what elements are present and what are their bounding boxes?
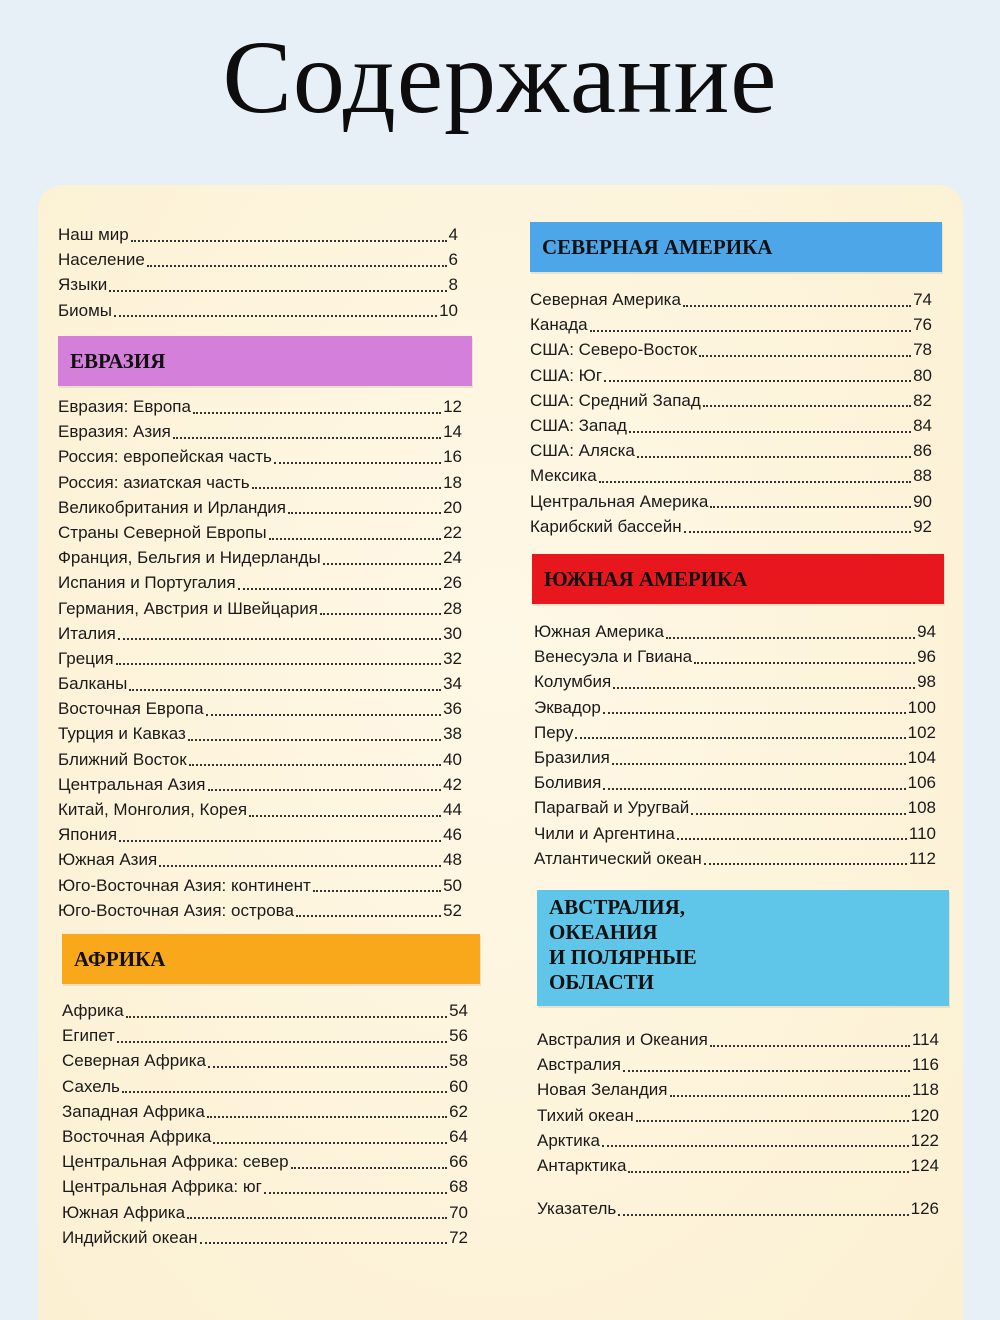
entry-title: Антарктика <box>537 1155 627 1175</box>
entry-page-number: 110 <box>908 823 936 843</box>
entry-page-number: 72 <box>449 1227 468 1247</box>
dot-leader <box>187 1217 447 1219</box>
entry-title: Евразия: Азия <box>58 422 171 442</box>
dot-leader <box>114 315 437 317</box>
entry-title: Египет <box>62 1026 115 1046</box>
entry-page-number: 60 <box>449 1076 468 1096</box>
dot-leader <box>129 689 441 691</box>
eurasia-entry[interactable] <box>58 797 462 822</box>
africa-list <box>62 998 468 1250</box>
eurasia-entry[interactable] <box>58 520 462 545</box>
dot-leader <box>274 462 441 464</box>
intro-list <box>58 222 458 323</box>
entry-title: Перу <box>534 722 574 742</box>
dot-leader <box>213 1142 447 1144</box>
dot-leader <box>603 788 905 790</box>
dot-leader <box>602 1145 909 1147</box>
entry-page-number: 92 <box>913 516 932 536</box>
entry-title: Греция <box>58 648 114 668</box>
south-america-entry[interactable] <box>534 720 936 745</box>
africa-entry[interactable] <box>62 1200 468 1225</box>
dot-leader <box>208 1066 447 1068</box>
entry-title: США: Запад <box>530 415 627 435</box>
africa-entry[interactable] <box>62 1124 468 1149</box>
dot-leader <box>666 637 915 639</box>
eurasia-entry[interactable] <box>58 721 462 746</box>
australia-entry[interactable] <box>537 1153 939 1178</box>
eurasia-entry[interactable] <box>58 898 462 923</box>
entry-title: Чили и Аргентина <box>534 823 675 843</box>
intro-entry[interactable] <box>58 222 458 247</box>
entry-title: Парагвай и Уругвай <box>534 798 690 818</box>
entry-page-number: 12 <box>443 397 462 416</box>
south-america-entry[interactable] <box>534 695 936 720</box>
south-america-entry[interactable] <box>534 795 936 820</box>
entry-page-number: 80 <box>913 365 932 385</box>
entry-title: Ближний Восток <box>58 749 187 769</box>
entry-title: США: Средний Запад <box>530 390 701 410</box>
entry-title: Бразилия <box>534 747 610 767</box>
eurasia-entry[interactable] <box>58 696 462 721</box>
dot-leader <box>699 355 911 357</box>
dot-leader <box>599 481 911 483</box>
entry-title: Северная Африка <box>62 1051 206 1071</box>
africa-entry[interactable] <box>62 1023 468 1048</box>
australia-list <box>537 1027 939 1178</box>
entry-page-number: 114 <box>911 1030 939 1049</box>
entry-page-number: 94 <box>917 622 936 641</box>
south-america-entry[interactable] <box>534 619 936 644</box>
entry-page-number: 32 <box>443 648 462 668</box>
dot-leader <box>320 613 441 615</box>
entry-title: США: Юг <box>530 365 603 385</box>
dot-leader <box>575 737 905 739</box>
entry-title: Южная Америка <box>534 622 665 641</box>
entry-page-number: 40 <box>443 749 462 769</box>
south-america-entry[interactable] <box>534 821 936 846</box>
entry-title: Восточная Африка <box>62 1126 212 1146</box>
entry-page-number: 10 <box>439 300 458 320</box>
entry-title: Великобритания и Ирландия <box>58 497 286 517</box>
entry-page-number: 76 <box>913 315 932 335</box>
south-america-entry[interactable] <box>534 770 936 795</box>
entry-title: Индийский океан <box>62 1227 198 1247</box>
eurasia-list <box>58 394 462 923</box>
dot-leader <box>252 487 442 489</box>
entry-title: США: Северо-Восток <box>530 340 698 360</box>
north-america-entry[interactable] <box>530 489 932 514</box>
intro-entry[interactable] <box>58 298 458 323</box>
entry-page-number: 36 <box>443 699 462 719</box>
dot-leader <box>116 663 441 665</box>
entry-page-number: 106 <box>907 773 936 793</box>
entry-title: Боливия <box>534 773 602 793</box>
dot-leader <box>119 840 441 842</box>
entry-title: Указатель <box>537 1199 617 1218</box>
entry-title: Западная Африка <box>62 1101 205 1121</box>
dot-leader <box>159 865 441 867</box>
entry-page-number: 62 <box>449 1101 468 1121</box>
entry-title: Новая Зеландия <box>537 1080 668 1100</box>
entry-title: Арктика <box>537 1130 600 1150</box>
entry-page-number: 116 <box>911 1055 939 1075</box>
entry-page-number: 4 <box>448 225 458 244</box>
section-heading-africa-label: АФРИКА <box>74 946 166 971</box>
eurasia-entry[interactable] <box>58 847 462 872</box>
dot-leader <box>637 456 911 458</box>
entry-page-number: 122 <box>910 1130 939 1150</box>
dot-leader <box>710 506 911 508</box>
entry-title: Сахель <box>62 1076 120 1096</box>
dot-leader <box>684 531 911 533</box>
eurasia-entry[interactable] <box>58 873 462 898</box>
entry-title: Италия <box>58 623 116 643</box>
dot-leader <box>269 538 442 540</box>
south-america-entry[interactable] <box>534 669 936 694</box>
entry-title: Балканы <box>58 674 128 694</box>
entry-title: Юго-Восточная Азия: континент <box>58 875 311 895</box>
section-heading-north-america-label: СЕВЕРНАЯ АМЕРИКА <box>542 234 773 259</box>
entry-page-number: 74 <box>913 290 932 309</box>
eurasia-entry[interactable] <box>58 470 462 495</box>
entry-title: Карибский бассейн <box>530 516 682 536</box>
australia-entry[interactable] <box>537 1052 939 1077</box>
section-heading-eurasia <box>58 336 472 386</box>
dot-leader <box>206 714 442 716</box>
south-america-entry[interactable] <box>534 745 936 770</box>
africa-entry[interactable] <box>62 1048 468 1073</box>
entry-page-number: 124 <box>910 1155 939 1175</box>
entry-title: Африка <box>62 1001 124 1020</box>
entry-page-number: 118 <box>911 1080 939 1100</box>
eurasia-entry[interactable] <box>58 671 462 696</box>
entry-title: Россия: азиатская часть <box>58 472 250 492</box>
section-heading-australia-line: И ПОЛЯРНЫЕ <box>549 945 697 969</box>
section-heading-australia-line: АВСТРАЛИЯ, <box>549 895 686 919</box>
entry-title: Юго-Восточная Азия: острова <box>58 900 294 920</box>
south-america-list <box>534 619 936 871</box>
index-entry[interactable] <box>537 1196 939 1221</box>
dot-leader <box>118 638 441 640</box>
entry-page-number: 112 <box>908 848 936 868</box>
entry-title: Население <box>58 250 145 270</box>
section-heading-south-america <box>532 554 944 604</box>
africa-entry[interactable] <box>62 1174 468 1199</box>
entry-title: Германия, Австрия и Швейцария <box>58 598 318 618</box>
entry-page-number: 28 <box>443 598 462 618</box>
south-america-entry[interactable] <box>534 644 936 669</box>
entry-title: Центральная Америка <box>530 491 709 511</box>
entry-page-number: 20 <box>443 497 462 517</box>
north-america-entry[interactable] <box>530 388 932 413</box>
section-heading-australia-line: ОБЛАСТИ <box>549 970 654 994</box>
north-america-entry[interactable] <box>530 312 932 337</box>
eurasia-entry[interactable] <box>58 822 462 847</box>
entry-page-number: 44 <box>443 800 462 819</box>
dot-leader <box>636 1120 909 1122</box>
australia-entry[interactable] <box>537 1128 939 1153</box>
dot-leader <box>703 405 911 407</box>
section-heading-eurasia-label: ЕВРАЗИЯ <box>70 348 166 373</box>
eurasia-entry[interactable] <box>58 772 462 797</box>
dot-leader <box>613 687 915 689</box>
entry-title: Франция, Бельгия и Нидерланды <box>58 548 321 568</box>
entry-title: Наш мир <box>58 225 129 244</box>
dot-leader <box>603 712 906 714</box>
entry-page-number: 84 <box>913 415 932 435</box>
entry-title: Страны Северной Европы <box>58 522 267 542</box>
entry-title: Япония <box>58 825 118 845</box>
eurasia-entry[interactable] <box>58 570 462 595</box>
entry-page-number: 16 <box>443 447 462 467</box>
dot-leader <box>296 915 441 917</box>
dot-leader <box>604 380 911 382</box>
entry-title: Китай, Монголия, Корея <box>58 800 248 819</box>
eurasia-entry[interactable] <box>58 747 462 772</box>
australia-entry[interactable] <box>537 1103 939 1128</box>
entry-title: Атлантический океан <box>534 848 702 868</box>
north-america-entry[interactable] <box>530 337 932 362</box>
eurasia-entry[interactable] <box>58 419 462 444</box>
dot-leader <box>147 265 447 267</box>
africa-entry[interactable] <box>62 1099 468 1124</box>
dot-leader <box>188 739 441 741</box>
intro-entry[interactable] <box>58 272 458 297</box>
entry-page-number: 78 <box>913 340 932 360</box>
entry-page-number: 88 <box>913 466 932 486</box>
section-heading-australia-line: ОКЕАНИЯ <box>549 920 658 944</box>
dot-leader <box>193 412 441 414</box>
entry-page-number: 50 <box>443 875 462 895</box>
entry-title: Центральная Африка: юг <box>62 1177 262 1197</box>
africa-entry[interactable] <box>62 1149 468 1174</box>
dot-leader <box>691 813 905 815</box>
index-list <box>537 1196 939 1221</box>
dot-leader <box>590 330 912 332</box>
dot-leader <box>291 1167 448 1169</box>
eurasia-entry[interactable] <box>58 596 462 621</box>
entry-page-number: 22 <box>443 522 462 542</box>
dot-leader <box>670 1095 910 1097</box>
dot-leader <box>677 838 907 840</box>
entry-title: Канада <box>530 315 588 335</box>
entry-page-number: 26 <box>443 573 462 593</box>
entry-page-number: 90 <box>913 491 932 511</box>
north-america-entry[interactable] <box>530 413 932 438</box>
entry-title: Россия: европейская часть <box>58 447 272 467</box>
dot-leader <box>618 1214 908 1216</box>
entry-title: США: Аляска <box>530 441 635 461</box>
entry-page-number: 68 <box>449 1177 468 1197</box>
entry-title: Восточная Европа <box>58 699 204 719</box>
north-america-entry[interactable] <box>530 438 932 463</box>
dot-leader <box>612 763 906 765</box>
dot-leader <box>173 437 441 439</box>
section-heading-north-america <box>530 222 942 272</box>
entry-title: Южная Азия <box>58 850 158 870</box>
entry-page-number: 96 <box>917 647 936 667</box>
dot-leader <box>200 1242 448 1244</box>
entry-page-number: 8 <box>448 275 458 295</box>
dot-leader <box>238 588 442 590</box>
intro-entry[interactable] <box>58 247 458 272</box>
dot-leader <box>628 1171 908 1173</box>
dot-leader <box>109 290 446 292</box>
eurasia-entry[interactable] <box>58 621 462 646</box>
entry-title: Испания и Португалия <box>58 573 236 593</box>
dot-leader <box>208 789 442 791</box>
entry-page-number: 38 <box>443 724 462 744</box>
entry-title: Венесуэла и Гвиана <box>534 647 693 667</box>
dot-leader <box>189 764 441 766</box>
entry-title: Центральная Африка: север <box>62 1152 289 1172</box>
entry-page-number: 58 <box>449 1051 468 1071</box>
eurasia-entry[interactable] <box>58 394 462 419</box>
entry-page-number: 48 <box>443 850 462 870</box>
section-heading-australia <box>537 890 949 1006</box>
entry-page-number: 64 <box>449 1126 468 1146</box>
dot-leader <box>710 1045 910 1047</box>
dot-leader <box>704 863 907 865</box>
australia-entry[interactable] <box>537 1077 939 1102</box>
north-america-list <box>530 287 932 539</box>
page-title: Содержание <box>222 20 778 135</box>
entry-page-number: 86 <box>913 441 932 461</box>
entry-title: Турция и Кавказ <box>58 724 186 744</box>
entry-page-number: 104 <box>907 747 936 767</box>
entry-page-number: 24 <box>443 548 462 568</box>
entry-page-number: 46 <box>443 825 462 845</box>
entry-page-number: 30 <box>443 623 462 643</box>
entry-page-number: 54 <box>449 1001 468 1020</box>
entry-page-number: 126 <box>910 1199 939 1218</box>
eurasia-entry[interactable] <box>58 646 462 671</box>
entry-title: Тихий океан <box>537 1105 634 1125</box>
entry-title: Колумбия <box>534 672 612 692</box>
north-america-entry[interactable] <box>530 514 932 539</box>
entry-page-number: 56 <box>449 1026 468 1046</box>
dot-leader <box>323 563 441 565</box>
entry-page-number: 18 <box>443 472 462 492</box>
dot-leader <box>207 1116 447 1118</box>
entry-title: Северная Америка <box>530 290 681 309</box>
eurasia-entry[interactable] <box>58 444 462 469</box>
section-heading-africa <box>62 934 480 984</box>
dot-leader <box>264 1192 447 1194</box>
entry-page-number: 6 <box>448 250 458 270</box>
entry-title: Эквадор <box>534 697 601 717</box>
entry-page-number: 52 <box>443 900 462 920</box>
entry-title: Языки <box>58 275 108 295</box>
entry-title: Центральная Азия <box>58 774 206 794</box>
entry-title: Мексика <box>530 466 597 486</box>
entry-title: Австралия <box>537 1055 621 1075</box>
entry-title: Австралия и Океания <box>537 1030 708 1049</box>
south-america-entry[interactable] <box>534 846 936 871</box>
dot-leader <box>249 815 441 817</box>
africa-entry[interactable] <box>62 998 468 1023</box>
dot-leader <box>694 662 915 664</box>
africa-entry[interactable] <box>62 1225 468 1250</box>
dot-leader <box>288 512 441 514</box>
north-america-entry[interactable] <box>530 287 932 312</box>
dot-leader <box>126 1016 447 1018</box>
entry-page-number: 34 <box>443 674 462 694</box>
dot-leader <box>623 1070 910 1072</box>
eurasia-entry[interactable] <box>58 495 462 520</box>
entry-page-number: 102 <box>907 722 936 742</box>
australia-entry[interactable] <box>537 1027 939 1052</box>
dot-leader <box>122 1091 447 1093</box>
dot-leader <box>683 305 911 307</box>
north-america-entry[interactable] <box>530 463 932 488</box>
entry-page-number: 108 <box>907 798 936 818</box>
entry-title: Южная Африка <box>62 1202 186 1222</box>
entry-page-number: 70 <box>449 1202 468 1222</box>
dot-leader <box>313 890 441 892</box>
entry-page-number: 82 <box>913 390 932 410</box>
eurasia-entry[interactable] <box>58 545 462 570</box>
north-america-entry[interactable] <box>530 363 932 388</box>
dot-leader <box>117 1041 447 1043</box>
entry-title: Евразия: Европа <box>58 397 191 416</box>
entry-page-number: 120 <box>910 1105 939 1125</box>
entry-page-number: 98 <box>917 672 936 692</box>
dot-leader <box>629 431 911 433</box>
entry-page-number: 100 <box>907 697 936 717</box>
dot-leader <box>131 240 447 242</box>
africa-entry[interactable] <box>62 1074 468 1099</box>
entry-page-number: 14 <box>443 422 462 442</box>
entry-page-number: 42 <box>443 774 462 794</box>
section-heading-south-america-label: ЮЖНАЯ АМЕРИКА <box>544 566 748 591</box>
entry-title: Биомы <box>58 300 113 320</box>
entry-page-number: 66 <box>449 1152 468 1172</box>
